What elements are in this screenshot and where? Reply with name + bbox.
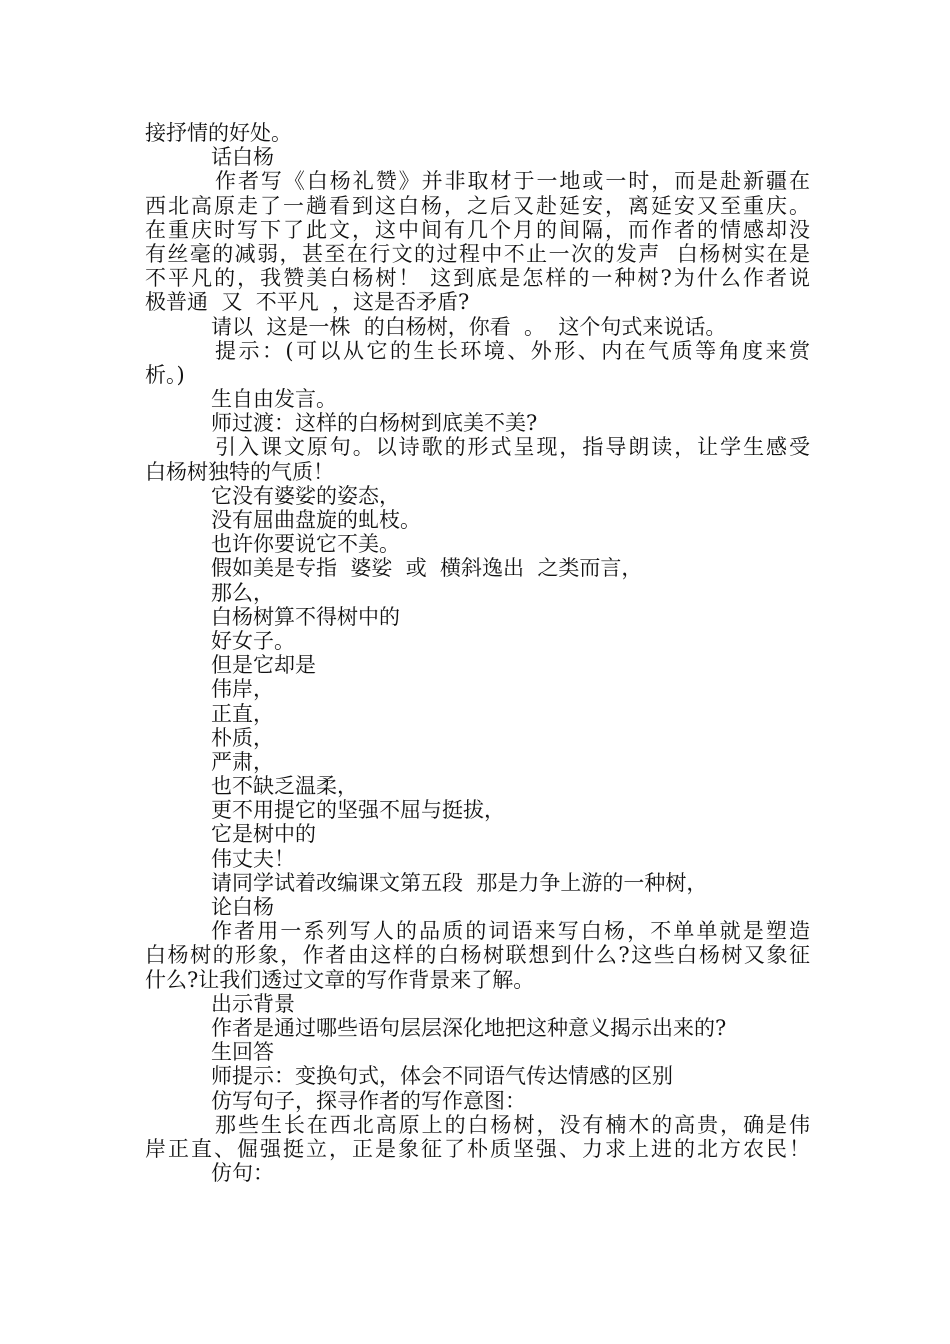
paragraph-line: 师过渡：这样的白杨树到底美不美? xyxy=(211,411,538,436)
paragraph-line: 白杨树独特的气质！ xyxy=(145,459,334,484)
paragraph-line: 极普通 又 不平凡 ，这是否矛盾? xyxy=(145,290,470,315)
paragraph-line: 有丝毫的减弱，甚至在行文的过程中不止一次的发声 白杨树实在是 xyxy=(145,241,810,266)
poem-line: 它是树中的 xyxy=(211,822,316,847)
poem-line: 假如美是专指 婆娑 或 横斜逸出 之类而言， xyxy=(211,556,643,581)
paragraph-line: 不平凡的，我赞美白杨树！ 这到底是怎样的一种树?为什么作者说 xyxy=(145,266,810,291)
paragraph-line: 作者写《白杨礼赞》并非取材于一地或一时，而是赴新疆在 xyxy=(215,169,810,194)
document-page xyxy=(145,121,810,1185)
paragraph-line: 仿写句子，探寻作者的写作意图： xyxy=(211,1088,526,1113)
paragraph-line: 请以 这是一株 的白杨树，你看 。 这个句式来说话。 xyxy=(211,314,727,339)
paragraph-line: 师提示：变换句式，体会不同语气传达情感的区别 xyxy=(211,1064,673,1089)
poem-line: 也不缺乏温柔， xyxy=(211,774,358,799)
poem-line: 白杨树算不得树中的 xyxy=(211,604,400,629)
paragraph-line: 西北高原走了一趟看到这白杨，之后又赴延安，离延安又至重庆。 xyxy=(145,193,810,218)
paragraph-line: 生回答 xyxy=(211,1040,274,1065)
poem-line: 也许你要说它不美。 xyxy=(211,532,400,557)
paragraph-line: 作者用一系列写人的品质的词语来写白杨，不单单就是塑造 xyxy=(211,919,810,944)
poem-line: 但是它却是 xyxy=(211,653,316,678)
section-heading: 话白杨 xyxy=(211,145,274,170)
paragraph-line: 仿句： xyxy=(211,1161,274,1186)
poem-line: 朴质， xyxy=(211,725,274,750)
poem-line: 伟岸， xyxy=(211,677,274,702)
paragraph-line: 在重庆时写下了此文，这中间有几个月的间隔，而作者的情感却没 xyxy=(145,217,810,242)
poem-line: 它没有婆娑的姿态， xyxy=(211,483,400,508)
paragraph-line: 请同学试着改编课文第五段 那是力争上游的一种树， xyxy=(211,870,708,895)
poem-line: 更不用提它的坚强不屈与挺拔， xyxy=(211,798,505,823)
paragraph-line: 提示：(可以从它的生长环境、外形、内在气质等角度来赏 xyxy=(215,338,810,363)
paragraph-line: 岸正直、倔强挺立，正是象征了朴质坚强、力求上进的北方农民！ xyxy=(145,1136,810,1161)
paragraph-line: 析。) xyxy=(145,362,185,387)
text-line: 接抒情的好处。 xyxy=(145,121,292,145)
poem-line: 那么， xyxy=(211,580,274,605)
paragraph-line: 那些生长在西北高原上的白杨树，没有楠木的高贵，确是伟 xyxy=(215,1112,810,1137)
poem-line: 严肃， xyxy=(211,749,274,774)
paragraph-line: 生自由发言。 xyxy=(211,387,337,412)
paragraph-line: 引入课文原句。以诗歌的形式呈现，指导朗读，让学生感受 xyxy=(215,435,810,460)
paragraph-line: 作者是通过哪些语句层层深化地把这种意义揭示出来的? xyxy=(211,1015,727,1040)
poem-line: 好女子。 xyxy=(211,628,295,653)
poem-line: 伟丈夫！ xyxy=(211,846,295,871)
paragraph-line: 什么?让我们透过文章的写作背景来了解。 xyxy=(145,967,535,992)
poem-line: 正直， xyxy=(211,701,274,726)
paragraph-line: 白杨树的形象，作者由这样的白杨树联想到什么?这些白杨树又象征 xyxy=(145,943,810,968)
paragraph-line: 出示背景 xyxy=(211,991,295,1016)
poem-line: 没有屈曲盘旋的虬枝。 xyxy=(211,508,421,532)
section-heading: 论白杨 xyxy=(211,895,274,919)
